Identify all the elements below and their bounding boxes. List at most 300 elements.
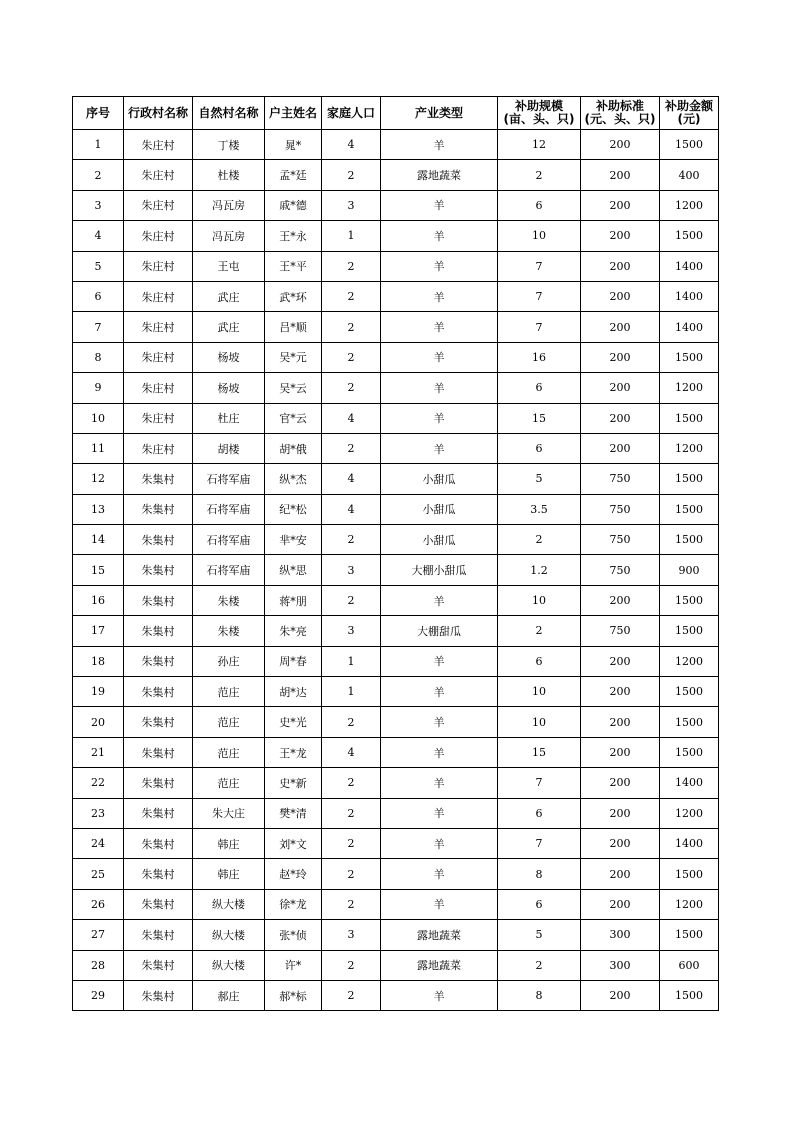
subsidy-amount-cell: 1200 [660,798,719,828]
table-row [73,980,719,1010]
subsidy-scale-cell: 6 [498,190,581,220]
natural-village-cell: 石将军庙 [193,525,265,555]
family-size-cell: 2 [322,585,381,615]
subsidy-scale-cell: 7 [498,828,581,858]
subsidy-amount-cell: 1500 [660,464,719,494]
table-row [73,342,719,372]
table-row [73,251,719,281]
subsidy-amount-cell: 1500 [660,737,719,767]
header-text: 行政村名称 [127,105,188,120]
admin-village-cell: 朱庄村 [124,190,193,220]
family-size-cell: 2 [322,707,381,737]
subsidy-standard-cell: 200 [581,251,660,281]
subsidy-amount-cell: 1500 [660,525,719,555]
subsidy-scale-cell: 5 [498,920,581,950]
seq-header [73,97,124,130]
family-size-cell: 2 [322,828,381,858]
industry-type-cell: 羊 [381,190,498,220]
family-size-cell: 2 [322,281,381,311]
natural-village-cell: 范庄 [193,707,265,737]
subsidy-standard-cell: 200 [581,281,660,311]
subsidy-standard-cell: 200 [581,737,660,767]
industry-type-cell: 羊 [381,798,498,828]
subsidy-standard-cell: 750 [581,494,660,524]
natural-village-cell: 冯瓦房 [193,221,265,251]
family-size-cell: 2 [322,525,381,555]
seq-cell: 24 [73,828,124,858]
subsidy-scale-cell: 1.2 [498,555,581,585]
table-row [73,889,719,919]
natural-village-cell: 朱大庄 [193,798,265,828]
subsidy-standard-cell: 200 [581,889,660,919]
table-header-row [73,97,719,130]
natural-village-cell: 杨坡 [193,373,265,403]
subsidy-amount-cell: 1500 [660,920,719,950]
subsidy-amount-cell: 1400 [660,768,719,798]
seq-cell: 22 [73,768,124,798]
householder-cell: 史*新 [265,768,322,798]
admin-village-cell: 朱庄村 [124,160,193,190]
industry-type-cell: 羊 [381,737,498,767]
householder-cell: 纵*思 [265,555,322,585]
industry-type-cell: 露地蔬菜 [381,160,498,190]
family-size-cell: 2 [322,342,381,372]
subsidy-amount-cell: 600 [660,950,719,980]
seq-cell: 15 [73,555,124,585]
header-text: (元、头、只) [584,112,656,126]
table-row [73,859,719,889]
industry-type-cell: 露地蔬菜 [381,950,498,980]
natural-village-cell: 石将军庙 [193,555,265,585]
householder-cell: 周*春 [265,646,322,676]
subsidy-standard-cell: 200 [581,342,660,372]
householder-cell: 孟*廷 [265,160,322,190]
industry-type-cell: 羊 [381,677,498,707]
family-size-cell: 3 [322,555,381,585]
subsidy-amount-cell: 1400 [660,312,719,342]
industry-type-cell: 羊 [381,373,498,403]
admin-village-cell: 朱集村 [124,616,193,646]
table-row [73,950,719,980]
subsidy-amount-cell: 1500 [660,403,719,433]
family-size-cell: 2 [322,251,381,281]
subsidy-standard-cell: 200 [581,373,660,403]
admin-village-cell: 朱集村 [124,950,193,980]
industry-type-cell: 大棚甜瓜 [381,616,498,646]
natural-village-cell: 韩庄 [193,859,265,889]
seq-cell: 1 [73,130,124,160]
admin-village-cell: 朱集村 [124,980,193,1010]
subsidy-scale-cell: 16 [498,342,581,372]
subsidy-scale-cell: 7 [498,281,581,311]
subsidy-standard-cell: 750 [581,525,660,555]
subsidy-amount-cell: 1400 [660,828,719,858]
natural-village-cell: 纵大楼 [193,950,265,980]
subsidy-amount-cell: 1400 [660,281,719,311]
header-text: 家庭人口 [326,105,375,120]
table-row [73,312,719,342]
family-size-cell: 3 [322,920,381,950]
table-row [73,646,719,676]
admin-village-cell: 朱庄村 [124,312,193,342]
header-text: (亩、头、只) [503,112,575,126]
admin-village-cell: 朱庄村 [124,403,193,433]
subsidy-amount-cell: 1500 [660,342,719,372]
family-size-cell: 1 [322,677,381,707]
table-row [73,494,719,524]
subsidy-amount-cell: 1200 [660,889,719,919]
natural-village-cell: 武庄 [193,281,265,311]
family-size-cell: 3 [322,190,381,220]
subsidy-amount-header [660,97,719,130]
natural-village-cell: 武庄 [193,312,265,342]
subsidy-standard-cell: 200 [581,585,660,615]
family-size-cell: 4 [322,130,381,160]
family-size-cell: 4 [322,494,381,524]
industry-type-cell: 羊 [381,433,498,463]
subsidy-scale-cell: 8 [498,859,581,889]
natural-village-cell: 石将军庙 [193,464,265,494]
admin-village-header [124,97,193,130]
seq-cell: 18 [73,646,124,676]
subsidy-scale-cell: 15 [498,403,581,433]
householder-cell: 纪*松 [265,494,322,524]
subsidy-amount-cell: 1200 [660,373,719,403]
natural-village-cell: 杜庄 [193,403,265,433]
family-size-cell: 2 [322,160,381,190]
natural-village-cell: 杨坡 [193,342,265,372]
subsidy-amount-cell: 1500 [660,707,719,737]
family-size-cell: 1 [322,221,381,251]
family-size-cell: 4 [322,464,381,494]
industry-type-cell: 大棚小甜瓜 [381,555,498,585]
subsidy-scale-cell: 6 [498,889,581,919]
subsidy-scale-cell: 2 [498,950,581,980]
admin-village-cell: 朱集村 [124,859,193,889]
admin-village-cell: 朱集村 [124,525,193,555]
subsidy-standard-cell: 200 [581,403,660,433]
subsidy-scale-cell: 10 [498,677,581,707]
table-row [73,433,719,463]
subsidy-standard-cell: 200 [581,828,660,858]
industry-type-cell: 羊 [381,312,498,342]
industry-type-cell: 羊 [381,889,498,919]
header-text: 补助金额 [664,99,713,113]
householder-cell: 樊*清 [265,798,322,828]
seq-cell: 14 [73,525,124,555]
table-row [73,828,719,858]
industry-type-cell: 羊 [381,221,498,251]
subsidy-standard-cell: 200 [581,160,660,190]
seq-cell: 21 [73,737,124,767]
subsidy-amount-cell: 1500 [660,130,719,160]
subsidy-amount-cell: 1400 [660,251,719,281]
subsidy-scale-cell: 15 [498,737,581,767]
seq-cell: 29 [73,980,124,1010]
admin-village-cell: 朱集村 [124,889,193,919]
subsidy-scale-cell: 5 [498,464,581,494]
admin-village-cell: 朱集村 [124,737,193,767]
subsidy-standard-cell: 200 [581,190,660,220]
householder-cell: 蒋*朋 [265,585,322,615]
subsidy-standard-header [581,97,660,130]
natural-village-cell: 孙庄 [193,646,265,676]
industry-type-cell: 羊 [381,281,498,311]
table-row [73,464,719,494]
seq-cell: 17 [73,616,124,646]
subsidy-scale-cell: 6 [498,373,581,403]
natural-village-cell: 郝庄 [193,980,265,1010]
industry-type-cell: 小甜瓜 [381,464,498,494]
subsidy-amount-cell: 1500 [660,585,719,615]
householder-cell: 芈*安 [265,525,322,555]
admin-village-cell: 朱集村 [124,464,193,494]
table-row [73,221,719,251]
admin-village-cell: 朱集村 [124,707,193,737]
natural-village-cell: 冯瓦房 [193,190,265,220]
householder-cell: 朱*亮 [265,616,322,646]
table-row [73,525,719,555]
householder-cell: 纵*杰 [265,464,322,494]
family-size-cell: 4 [322,403,381,433]
householder-cell: 刘*文 [265,828,322,858]
subsidy-standard-cell: 750 [581,616,660,646]
natural-village-cell: 石将军庙 [193,494,265,524]
admin-village-cell: 朱庄村 [124,251,193,281]
natural-village-cell: 王屯 [193,251,265,281]
subsidy-amount-cell: 900 [660,555,719,585]
header-text: (元) [677,112,701,126]
header-text: 补助标准 [595,99,644,113]
seq-cell: 3 [73,190,124,220]
subsidy-standard-cell: 200 [581,646,660,676]
industry-type-cell: 羊 [381,980,498,1010]
table-row [73,737,719,767]
seq-cell: 8 [73,342,124,372]
industry-type-cell: 羊 [381,768,498,798]
header-text: 补助规模 [514,99,563,113]
subsidy-table [72,96,719,1011]
seq-cell: 9 [73,373,124,403]
family-size-cell: 2 [322,433,381,463]
table-row [73,160,719,190]
subsidy-amount-cell: 1500 [660,221,719,251]
householder-header [265,97,322,130]
admin-village-cell: 朱集村 [124,677,193,707]
header-text: 序号 [85,105,110,120]
seq-cell: 11 [73,433,124,463]
subsidy-standard-cell: 200 [581,312,660,342]
subsidy-scale-cell: 8 [498,980,581,1010]
householder-cell: 徐*龙 [265,889,322,919]
family-size-header [322,97,381,130]
natural-village-header [193,97,265,130]
subsidy-standard-cell: 200 [581,433,660,463]
householder-cell: 胡*俄 [265,433,322,463]
householder-cell: 吴*云 [265,373,322,403]
seq-cell: 5 [73,251,124,281]
seq-cell: 6 [73,281,124,311]
natural-village-cell: 丁楼 [193,130,265,160]
subsidy-amount-cell: 1200 [660,646,719,676]
natural-village-cell: 范庄 [193,768,265,798]
subsidy-amount-cell: 400 [660,160,719,190]
admin-village-cell: 朱庄村 [124,373,193,403]
table-row [73,403,719,433]
seq-cell: 10 [73,403,124,433]
householder-cell: 王*龙 [265,737,322,767]
admin-village-cell: 朱集村 [124,585,193,615]
subsidy-scale-cell: 2 [498,160,581,190]
householder-cell: 官*云 [265,403,322,433]
table-row [73,798,719,828]
table-row [73,190,719,220]
industry-type-cell: 羊 [381,130,498,160]
subsidy-scale-cell: 3.5 [498,494,581,524]
subsidy-standard-cell: 200 [581,798,660,828]
natural-village-cell: 范庄 [193,737,265,767]
seq-cell: 20 [73,707,124,737]
seq-cell: 4 [73,221,124,251]
householder-cell: 张*侦 [265,920,322,950]
admin-village-cell: 朱集村 [124,768,193,798]
table-row [73,920,719,950]
subsidy-scale-cell: 2 [498,525,581,555]
subsidy-amount-cell: 1500 [660,677,719,707]
seq-cell: 27 [73,920,124,950]
householder-cell: 王*永 [265,221,322,251]
natural-village-cell: 朱楼 [193,585,265,615]
householder-cell: 许* [265,950,322,980]
seq-cell: 12 [73,464,124,494]
table-row [73,677,719,707]
table-row [73,130,719,160]
admin-village-cell: 朱庄村 [124,342,193,372]
admin-village-cell: 朱集村 [124,798,193,828]
family-size-cell: 4 [322,737,381,767]
subsidy-scale-cell: 10 [498,221,581,251]
subsidy-standard-cell: 200 [581,707,660,737]
subsidy-scale-cell: 7 [498,768,581,798]
subsidy-amount-cell: 1500 [660,859,719,889]
seq-cell: 28 [73,950,124,980]
industry-type-cell: 羊 [381,859,498,889]
seq-cell: 7 [73,312,124,342]
seq-cell: 23 [73,798,124,828]
admin-village-cell: 朱集村 [124,555,193,585]
family-size-cell: 2 [322,980,381,1010]
subsidy-amount-cell: 1500 [660,616,719,646]
family-size-cell: 2 [322,768,381,798]
seq-cell: 26 [73,889,124,919]
industry-type-cell: 羊 [381,251,498,281]
family-size-cell: 3 [322,616,381,646]
admin-village-cell: 朱庄村 [124,130,193,160]
natural-village-cell: 杜楼 [193,160,265,190]
householder-cell: 史*光 [265,707,322,737]
header-text: 自然村名称 [198,105,259,120]
subsidy-standard-cell: 200 [581,768,660,798]
family-size-cell: 2 [322,798,381,828]
householder-cell: 吕*顺 [265,312,322,342]
subsidy-scale-cell: 2 [498,616,581,646]
householder-cell: 武*环 [265,281,322,311]
industry-type-cell: 小甜瓜 [381,525,498,555]
industry-type-cell: 羊 [381,342,498,372]
admin-village-cell: 朱庄村 [124,281,193,311]
seq-cell: 25 [73,859,124,889]
table-row [73,768,719,798]
table-row [73,616,719,646]
natural-village-cell: 范庄 [193,677,265,707]
householder-cell: 王*平 [265,251,322,281]
subsidy-standard-cell: 200 [581,980,660,1010]
householder-cell: 胡*达 [265,677,322,707]
table-body [73,130,719,1011]
industry-type-cell: 羊 [381,403,498,433]
family-size-cell: 2 [322,859,381,889]
table-row [73,585,719,615]
seq-cell: 2 [73,160,124,190]
subsidy-scale-cell: 10 [498,707,581,737]
admin-village-cell: 朱庄村 [124,433,193,463]
natural-village-cell: 胡楼 [193,433,265,463]
industry-type-cell: 羊 [381,646,498,676]
householder-cell: 晁* [265,130,322,160]
householder-cell: 戚*德 [265,190,322,220]
subsidy-standard-cell: 750 [581,555,660,585]
subsidy-scale-cell: 6 [498,798,581,828]
householder-cell: 吴*元 [265,342,322,372]
subsidy-amount-cell: 1200 [660,190,719,220]
table-row [73,555,719,585]
subsidy-standard-cell: 200 [581,130,660,160]
admin-village-cell: 朱集村 [124,828,193,858]
admin-village-cell: 朱集村 [124,646,193,676]
subsidy-standard-cell: 300 [581,950,660,980]
seq-cell: 19 [73,677,124,707]
natural-village-cell: 纵大楼 [193,920,265,950]
industry-type-cell: 小甜瓜 [381,494,498,524]
family-size-cell: 2 [322,950,381,980]
admin-village-cell: 朱庄村 [124,221,193,251]
subsidy-scale-cell: 6 [498,646,581,676]
householder-cell: 赵*玲 [265,859,322,889]
industry-type-cell: 羊 [381,828,498,858]
industry-type-cell: 羊 [381,585,498,615]
family-size-cell: 2 [322,312,381,342]
seq-cell: 13 [73,494,124,524]
subsidy-standard-cell: 300 [581,920,660,950]
subsidy-scale-cell: 10 [498,585,581,615]
natural-village-cell: 韩庄 [193,828,265,858]
subsidy-standard-cell: 750 [581,464,660,494]
subsidy-scale-header [498,97,581,130]
subsidy-amount-cell: 1200 [660,433,719,463]
subsidy-scale-cell: 6 [498,433,581,463]
industry-type-cell: 露地蔬菜 [381,920,498,950]
subsidy-standard-cell: 200 [581,221,660,251]
industry-type-header [381,97,498,130]
natural-village-cell: 纵大楼 [193,889,265,919]
table-row [73,707,719,737]
subsidy-amount-cell: 1500 [660,980,719,1010]
table-row [73,373,719,403]
family-size-cell: 2 [322,373,381,403]
header-text: 户主姓名 [268,105,317,120]
header-text: 产业类型 [414,105,463,120]
industry-type-cell: 羊 [381,707,498,737]
